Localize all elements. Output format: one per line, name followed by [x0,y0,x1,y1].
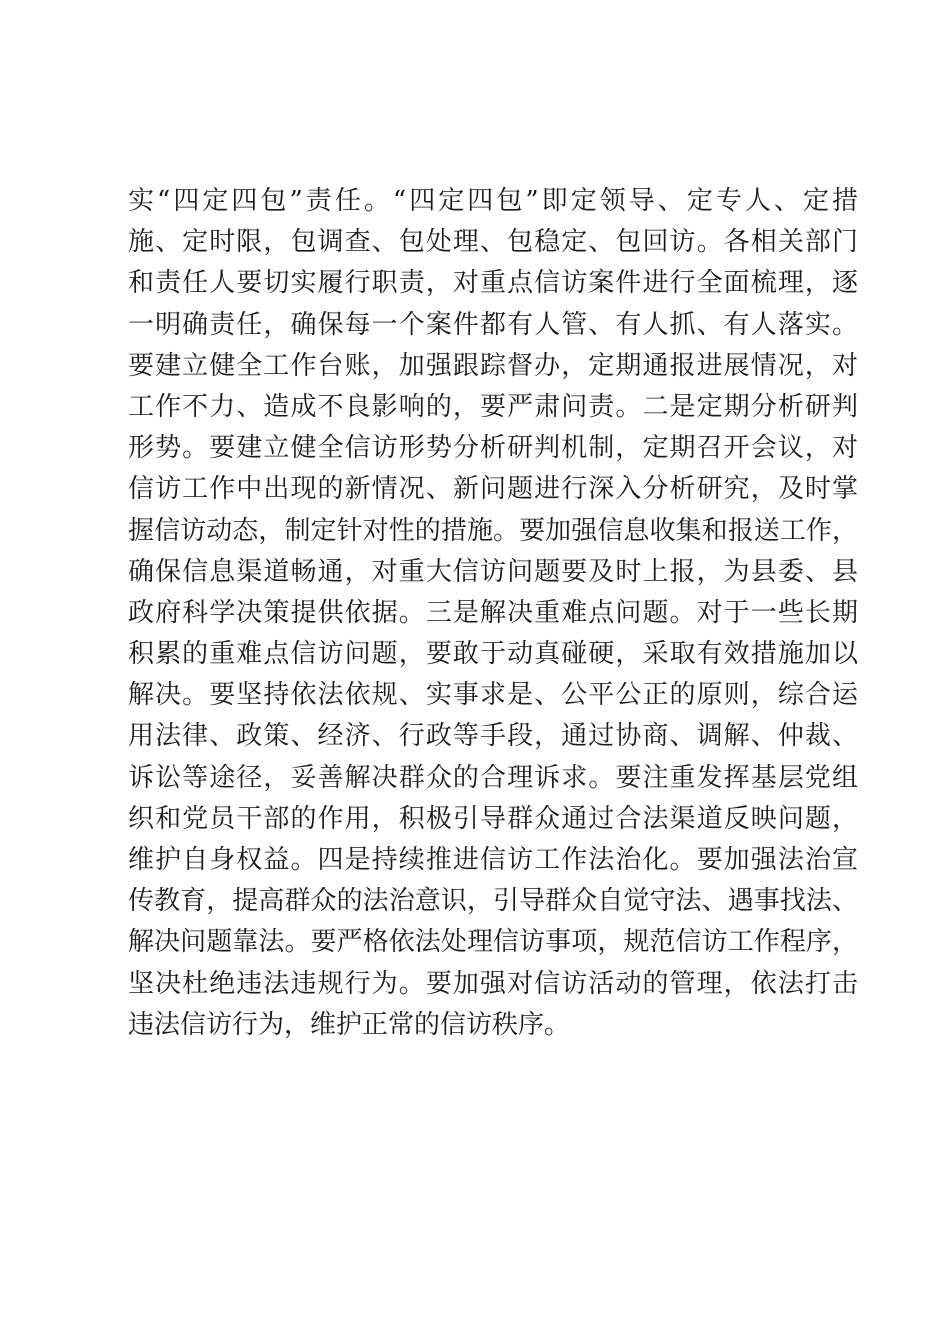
text-line: 维护自身权益。四是持续推进信访工作法治化。要加强法治宣 [128,845,858,875]
text-line: 工作不力、造成不良影响的，要严肃问责。二是定期分析研判 [128,391,858,422]
text-line: 握信访动态，制定针对性的措施。要加强信息收集和报送工作， [128,515,858,546]
text-line: 信访工作中出现的新情况、新问题进行深入分析研究，及时掌 [128,474,858,505]
text-line: 确保信息渠道畅通，对重大信访问题要及时上报，为县委、县 [128,556,858,587]
text-line: 解决问题靠法。要严格依法处理信访事项，规范信访工作程序， [128,927,858,958]
text-line: 解决。要坚持依法依规、实事求是、公平公正的原则，综合运 [128,680,858,711]
text-line: 传教育，提高群众的法治意识，引导群众自觉守法、遇事找法、 [128,886,858,917]
text-line: 和责任人要切实履行职责，对重点信访案件进行全面梳理，逐 [128,268,858,299]
text-line: 实“四定四包”责任。“四定四包”即定领导、定专人、定措 [128,186,858,216]
text-line: 要建立健全工作台账，加强跟踪督办，定期通报进展情况，对 [128,350,858,381]
text-line: 用法律、政策、经济、行政等手段，通过协商、调解、仲裁、 [128,721,858,752]
text-line: 一明确责任，确保每一个案件都有人管、有人抓、有人落实。 [128,309,858,340]
text-line: 诉讼等途径，妥善解决群众的合理诉求。要注重发挥基层党组 [128,762,858,793]
text-line: 政府科学决策提供依据。三是解决重难点问题。对于一些长期 [128,597,858,628]
text-line: 坚决杜绝违法违规行为。要加强对信访活动的管理，依法打击 [128,968,858,999]
text-line: 施、定时限，包调查、包处理、包稳定、包回访。各相关部门 [128,227,858,258]
text-line: 积累的重难点信访问题，要敢于动真碰硬，采取有效措施加以 [128,639,858,670]
text-line: 违法信访行为，维护正常的信访秩序。 [128,1009,571,1040]
text-line: 形势。要建立健全信访形势分析研判机制，定期召开会议，对 [128,433,858,464]
body-paragraph [128,181,858,1046]
text-line: 织和党员干部的作用，积极引导群众通过合法渠道反映问题， [128,803,858,834]
